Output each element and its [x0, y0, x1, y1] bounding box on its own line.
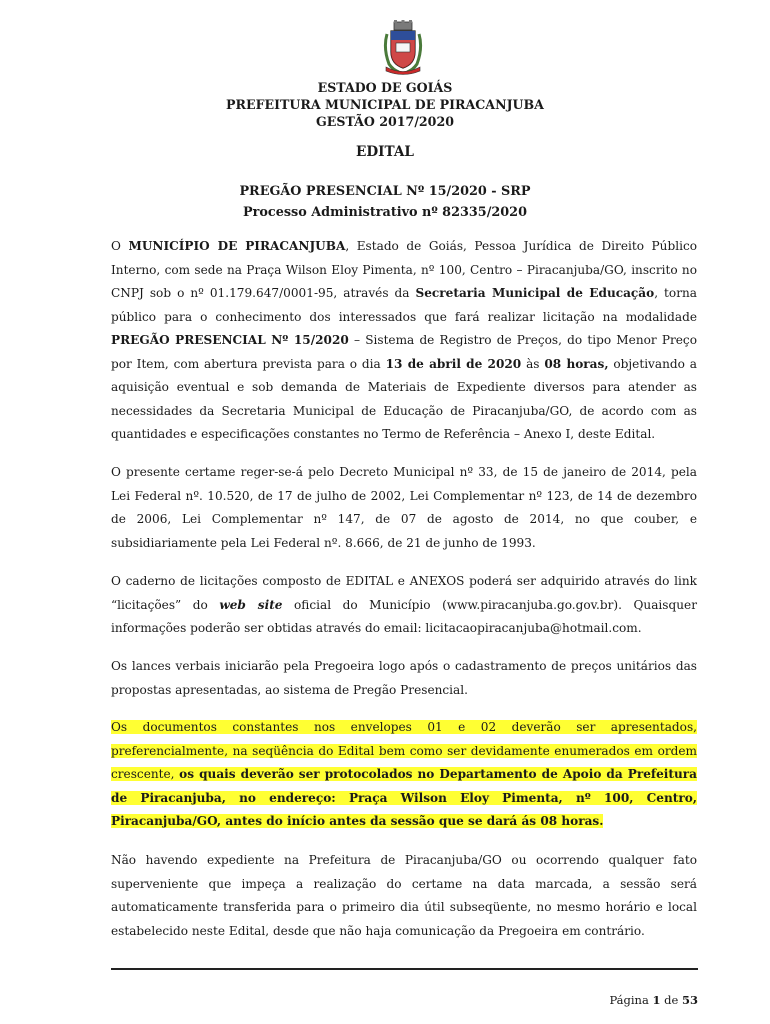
highlighted-bold-text: os quais deverão ser protocolados no Departamento de Apoio da Prefeitura de Piracanjuba, no endereço: Praça Wilson Eloy Pimenta, nº 100, Centro, Piracanjuba/GO, antes do início antes da sessão que se dará ás 08 horas. [111, 767, 697, 828]
legal-basis-paragraph: O presente certame reger-se-á pelo Decreto Municipal nº 33, de 15 de janeiro de 2014, pela Lei Federal nº. 10.520, de 17 de julho de 2002, Lei Complementar nº 123, de 14 de dezembro de 2006, Lei Complementar nº 147, de 07 de agosto de 2014, no que couber, e subsidiariamente pela Lei Federal nº. 8.666, de 21 de junho de 1993. [111, 465, 697, 550]
footer-divider [111, 968, 698, 970]
web-site-term: web site [219, 597, 283, 612]
page-number: Página 1 de 53 [609, 993, 698, 1007]
opening-date: 13 de abril de 2020 [385, 356, 522, 371]
download-paragraph: O caderno de licitações composto de EDITAL e ANEXOS poderá ser adquirido através do link “licitações” do web site oficial do Município (www.piracanjuba.go.gov.br). Quaisquer informações poderão ser obtidas através do email: licitacaopiracanjuba@hotmail.com. [111, 574, 697, 635]
documents-paragraph [111, 716, 697, 834]
postponement-paragraph: Não havendo expediente na Prefeitura de Piracanjuba/GO ou ocorrendo qualquer fato superveniente que impeça a realização do certame na data marcada, a sessão será automaticamente transferida para o primeiro dia útil subseqüente, no mesmo horário e local estabelecido neste Edital, desde que não haja comunicação da Pregoeira em contrário. [111, 853, 697, 938]
process-number: Processo Administrativo nº 82335/2020 [243, 205, 527, 220]
header-term: GESTÃO 2017/2020 [316, 114, 454, 129]
highlighted-text: Os documentos constantes nos envelopes 01 e 02 deverão ser apresentados, preferencialmente, na seqüência do Edital bem como ser devidamente enumerados em ordem crescente, [111, 720, 697, 781]
coat-of-arms-icon [383, 20, 423, 76]
secretariat-name: Secretaria Municipal de Educação [415, 286, 655, 300]
intro-paragraph: O MUNICÍPIO DE PIRACANJUBA, Estado de Goiás, Pessoa Jurídica de Direito Público Interno, com sede na Praça Wilson Eloy Pimenta, nº 100, Centro – Piracanjuba/GO, inscrito no CNPJ sob o nº 01.179.647/0001-95, através da Secretaria Municipal de Educação, torna público para o conhecimento dos interessados que fará realizar licitação na modalidade PREGÃO PRESENCIAL Nº 15/2020 – Sistema de Registro de Preços, do tipo Menor Preço por Item, com abertura prevista para o dia 13 de abril de 2020 às 08 horas, objetivando a aquisição eventual e sob demanda de Materiais de Expediente diversos para atender as necessidades da Secretaria Municipal de Educação de Piracanjuba/GO, de acordo com as quantidades e especificações constantes no Termo de Referência – Anexo I, deste Edital. [111, 239, 697, 441]
header-state: ESTADO DE GOIÁS [317, 80, 453, 95]
auction-number: PREGÃO PRESENCIAL Nº 15/2020 - SRP [239, 184, 531, 199]
municipality-name: MUNICÍPIO DE PIRACANJUBA [128, 239, 346, 253]
modality-name: PREGÃO PRESENCIAL Nº 15/2020 [111, 333, 349, 347]
bids-paragraph: Os lances verbais iniciarão pela Pregoeira logo após o cadastramento de preços unitários das propostas apresentadas, ao sistema de Pregão Presencial. [111, 659, 697, 697]
header-prefecture: PREFEITURA MUNICIPAL DE PIRACANJUBA [226, 97, 544, 112]
document-title: EDITAL [356, 144, 414, 160]
opening-time: 08 horas, [544, 356, 609, 371]
